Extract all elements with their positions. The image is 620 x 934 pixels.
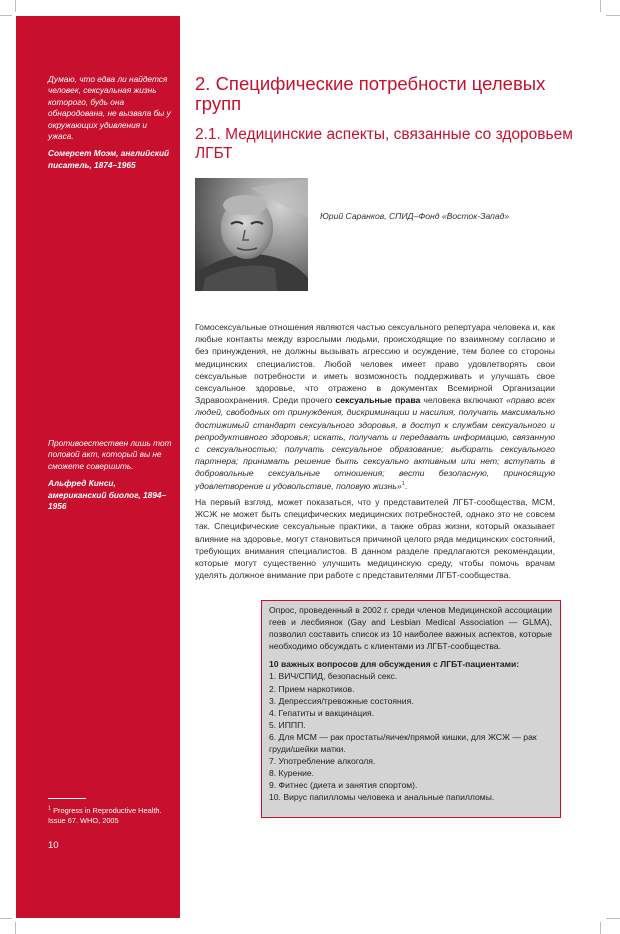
list-item: 10. Вирус папилломы человека и анальные папилломы.: [269, 792, 495, 803]
crop-mark: [15, 0, 16, 12]
photo-caption: Юрий Саранков, СПИД–Фонд «Восток-Запад»: [320, 211, 510, 221]
p1-mid: человека включают: [420, 395, 507, 406]
crop-mark: [0, 15, 12, 16]
footnote-mark: 1: [48, 805, 52, 812]
p1-intro: Гомосексуальные отношения являются частью сексуального репертуара человека и, как любые контакты между взрослыми людьми, происходящие по взаимному согласию и без принуждения, не должны вызывать агрессию и осуждение, тем более со стороны медицинских специалистов. Любой человек имеет право удовлетворять свои сексуальные потребности и иметь возможность поддерживать и улучшать свое сексуальное здоровье, что отражено в документах Всемирной Организации Здравоохранения. Среди прочего: [195, 322, 555, 406]
info-box-list: [269, 670, 552, 803]
quote-author: Альфред Кинси, американский биолог, 1894–1956: [48, 478, 167, 512]
portrait-image: [195, 178, 308, 291]
crop-mark: [600, 922, 601, 934]
list-item: 9. Фитнес (диета и занятия спортом).: [269, 780, 418, 791]
p1-bold: сексуальные права: [335, 395, 421, 406]
list-item: 3. Депрессия/тревожные состояния.: [269, 695, 414, 706]
list-item: 2. Прием наркотиков.: [269, 683, 355, 694]
p1-quote: «право всех людей, свободных от принуждения, дискриминации и насилия, получать максимально достижимый стандарт сексуального здоровья, в доступ к службам сексуального и репродуктивного здоровья; искать, получать и передавать информацию, связанную с сексуальностью; получать сексуальное образование; выбирать сексуального партнера; принимать решение быть сексуально активным или нет; вступать в добровольные сексуальные отношения; вести безопасную, приносящую удовлетворение и удовольствие, половую жизнь»: [195, 395, 555, 491]
portrait-photo: [195, 178, 308, 291]
info-box-intro: Опрос, проведенный в 2002 г. среди членов Медицинской ассоциации геев и лесбиянок (Gay and Lesbian Medical Association — GLMA), позволил составить список из 10 наиболее важных аспектов, которые необходимо обсуждать с клиентами из ЛГБТ-сообщества.: [269, 605, 552, 652]
crop-mark: [15, 922, 16, 934]
footnote-text: Progress in Reproductive Health. Issue 67. WHO, 2005: [48, 806, 162, 825]
crop-mark: [0, 918, 12, 919]
quote-author: Сомерсет Моэм, английский писатель, 1874–1965: [48, 148, 170, 170]
footnote: [48, 806, 174, 826]
list-item: 4. Гепатиты и вакцинация.: [269, 707, 375, 718]
crop-mark: [606, 15, 620, 16]
list-item: 6. Для МСМ — рак простаты/яичек/прямой кишки, для ЖСЖ — рак груди/шейки матки.: [269, 731, 537, 755]
quote-text: Противоестествен лишь тот половой акт, который вы не сможете совершить.: [48, 438, 172, 471]
body-paragraph-2: На первый взгляд, может показаться, что у представителей ЛГБТ-сообщества, МСМ, ЖСЖ не может быть специфических медицинских потребностей, однако это не совсем так. Специфические сексуальные практики, а также образ жизни, который оказывает влияние на здоровье, могут становиться причиной целого ряда медицинских состояний, требующих внимания специалистов. В данном разделе предлагаются рекомендации, которые могут существенно улучшить медицинскую среду, чтобы помочь врачам уделять должное внимание при работе с представителями ЛГБТ-сообщества.: [195, 497, 555, 581]
section-title: 2. Специфические потребности целевых групп: [195, 73, 546, 114]
crop-mark: [606, 918, 620, 919]
info-box-list-title: 10 важных вопросов для обсуждения с ЛГБТ-пациентами:: [269, 659, 520, 670]
p1-end: .: [404, 480, 408, 491]
info-box: [261, 600, 561, 818]
sidebar-quote-maugham: [48, 74, 174, 171]
footnote-ref: 1: [401, 480, 405, 487]
body-paragraph-1: [195, 321, 555, 492]
footnote-divider: [48, 798, 86, 799]
crop-mark: [600, 0, 601, 12]
list-item: 5. ИППП.: [269, 719, 306, 730]
page-number: 10: [48, 840, 59, 851]
subsection-title: 2.1. Медицинские аспекты, связанные со здоровьем ЛГБТ: [195, 126, 573, 162]
quote-text: Думаю, что едва ли найдется человек, сексуальная жизнь которого, будь она обнародована, не вызвала бы у окружающих удивления и ужаса.: [48, 74, 171, 142]
list-item: 1. ВИЧ/СПИД, безопасный секс.: [269, 671, 398, 682]
list-item: 8. Курение.: [269, 768, 315, 779]
list-item: 7. Употребление алкоголя.: [269, 756, 376, 767]
sidebar-quote-kinsey: [48, 438, 174, 512]
